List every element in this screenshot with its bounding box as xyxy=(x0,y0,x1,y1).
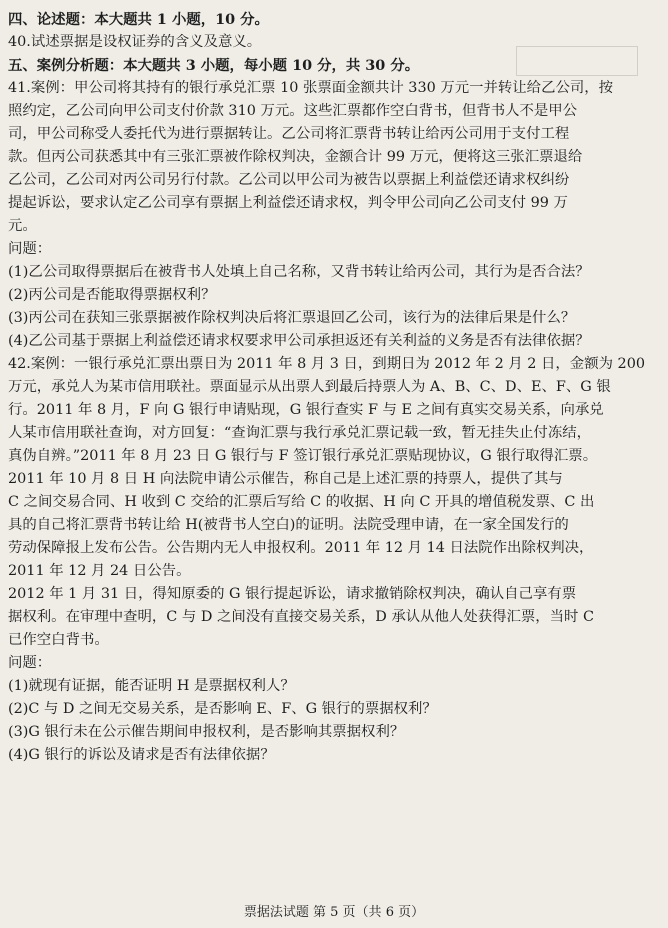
text-line: 已作空白背书。 xyxy=(8,632,109,648)
text-line: 五、案例分析题：本大题共 3 小题，每小题 10 分，共 30 分。 xyxy=(8,57,420,74)
text-line: 乙公司，乙公司对丙公司另行付款。乙公司以甲公司为被告以票据上利益偿还请求权纠纷 xyxy=(8,172,570,188)
text-line: 司，甲公司称受人委托代为进行票据转让。乙公司将汇票背书转让给丙公司用于支付工程 xyxy=(8,126,570,142)
text-line: (3)G 银行未在公示催告期间申报权利，是否影响其票据权利？ xyxy=(8,724,405,740)
text-line: (2)C 与 D 之间无交易关系，是否影响 E、F、G 银行的票据权利？ xyxy=(8,701,437,717)
text-line: 问题： xyxy=(8,655,52,671)
text-line: 41.案例：甲公司将其持有的银行承兑汇票 10 张票面金额共计 330 万元一并转让给乙公司，按 xyxy=(8,80,614,96)
text-line: 人某市信用联社查询，对方回复：“查询汇票与我行承兑汇票记载一致，暂无挂失止付冻结， xyxy=(8,425,591,441)
text-line: 具的自己将汇票背书转让给 H(被背书人空白)的证明。法院受理申请，在一家全国发行的 xyxy=(8,517,569,533)
text-line: 提起诉讼，要求认定乙公司享有票据上利益偿还请求权，判令甲公司向乙公司支付 99 万 xyxy=(8,195,568,211)
text-line: 2011 年 10 月 8 日 H 向法院申请公示催告，称自己是上述汇票的持票人，提供了其与 xyxy=(8,471,563,487)
text-line: (2)丙公司是否能取得票据权利？ xyxy=(8,287,216,303)
text-line: 照约定，乙公司向甲公司支付价款 310 万元。这些汇票都作空白背书，但背书人不是甲公 xyxy=(8,103,578,119)
text-line: 劳动保障报上发布公告。公告期内无人申报权利。2011 年 12 月 14 日法院作出除权判决， xyxy=(8,540,594,556)
text-line: 2012 年 1 月 31 日，得知原委的 G 银行提起诉讼，请求撤销除权判决，确认自己享有票 xyxy=(8,586,577,602)
text-line: 真伪自辨。”2011 年 8 月 23 日 G 银行与 F 签订银行承兑汇票贴现协议，G 银行取得汇票。 xyxy=(8,448,598,464)
text-line: 万元，承兑人为某市信用联社。票面显示从出票人到最后持票人为 A、B、C、D、E、F、G 银 xyxy=(8,379,611,395)
text-line: 元。 xyxy=(8,218,37,234)
text-line: (1)就现有证据，能否证明 H 是票据权利人？ xyxy=(8,678,295,694)
text-line: 2011 年 12 月 24 日公告。 xyxy=(8,563,191,579)
text-line: 据权利。在审理中查明，C 与 D 之间没有直接交易关系，D 承认从他人处获得汇票，当时 C xyxy=(8,609,595,625)
text-line: 42.案例：一银行承兑汇票出票日为 2011 年 8 月 3 日，到期日为 2012 年 2 月 2 日，金额为 200 xyxy=(8,356,646,372)
text-line: 款。但丙公司获悉其中有三张汇票被作除权判决，金额合计 99 万元，便将这三张汇票退给 xyxy=(8,149,583,165)
text-line: 行。2011 年 8 月，F 向 G 银行申请贴现，G 银行查实 F 与 E 之间有真实交易关系，向承兑 xyxy=(8,402,604,418)
text-line: (3)丙公司在获知三张票据被作除权判决后将汇票退回乙公司，该行为的法律后果是什么？ xyxy=(8,310,576,326)
page-footer: 票据法试题 第 5 页（共 6 页） xyxy=(243,905,425,920)
text-line: (1)乙公司取得票据后在被背书人处填上自己名称，又背书转让给丙公司，其行为是否合法？ xyxy=(8,264,590,280)
text-line: 四、论述题：本大题共 1 小题，10 分。 xyxy=(8,11,269,28)
text-line: 40.试述票据是设权证券的含义及意义。 xyxy=(8,34,262,50)
text-line: 问题： xyxy=(8,241,52,257)
faint-stamp-box xyxy=(516,46,638,76)
text-line: (4)乙公司基于票据上利益偿还请求权要求甲公司承担返还有关利益的义务是否有法律依据？ xyxy=(8,333,590,349)
text-line: (4)G 银行的诉讼及请求是否有法律依据？ xyxy=(8,747,275,763)
text-line: C 之间交易合同、H 收到 C 交给的汇票后写给 C 的收据、H 向 C 开具的增值税发票、C 出 xyxy=(8,494,595,510)
page-content xyxy=(8,8,660,767)
